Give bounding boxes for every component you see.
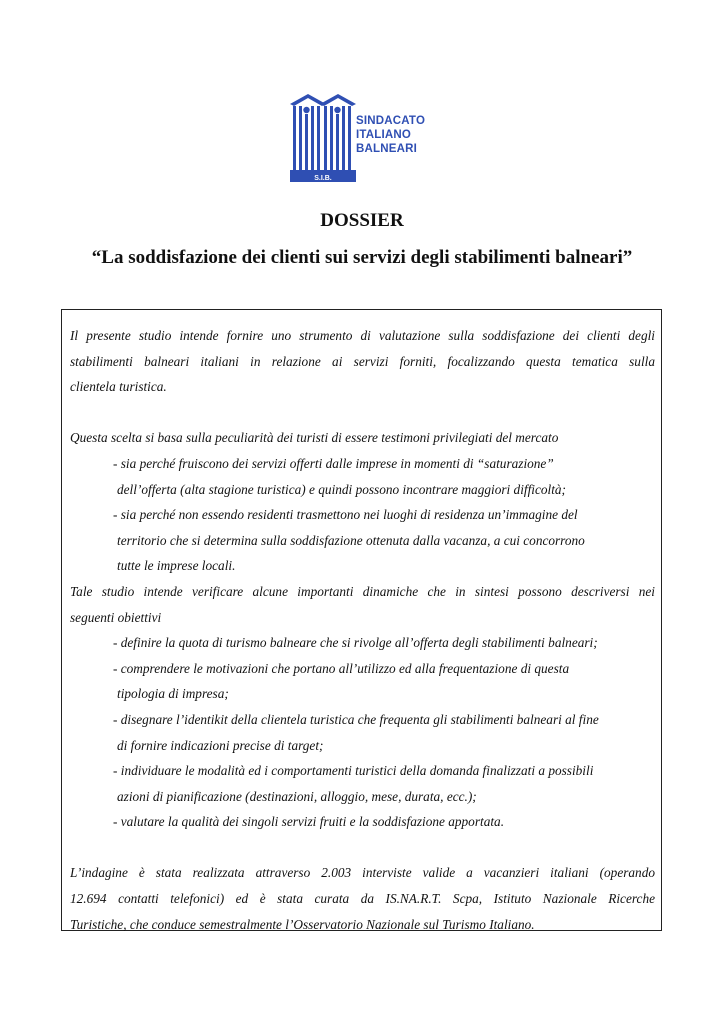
logo-line: ITALIANO <box>356 129 412 141</box>
list-item: tutte le imprese locali. <box>117 558 236 574</box>
list-item: territorio che si determina sulla soddisfazione ottenuta dalla vacanza, a cui concorrono <box>117 532 585 548</box>
text-line: Tale studio intende verificare alcune importanti dinamiche che in sintesi possono descriversi nei <box>70 583 655 599</box>
list-item: dell’offerta (alta stagione turistica) e quindi possono incontrare maggiori difficoltà; <box>117 481 566 497</box>
list-item: azioni di pianificazione (destinazioni, alloggio, mese, durata, ecc.); <box>117 788 477 804</box>
summary-box <box>61 309 662 931</box>
document-subtitle: “La soddisfazione dei clienti sui servizi degli stabilimenti balneari” <box>91 247 633 268</box>
summary-text <box>70 323 655 937</box>
list-item: - definire la quota di turismo balneare che si rivolge all’offerta degli stabilimenti balneari; <box>113 635 598 651</box>
list-item: - individuare le modalità ed i comportamenti turistici della domanda finalizzati a possibili <box>113 763 594 779</box>
text-line: Il presente studio intende fornire uno strumento di valutazione sulla soddisfazione dei clienti degli <box>70 328 655 343</box>
text-line: clientela turistica. <box>70 379 167 395</box>
list-item: di fornire indicazioni precise di target; <box>117 737 324 753</box>
logo-line: BALNEARI <box>356 143 418 155</box>
list-item: tipologia di impresa; <box>117 686 229 702</box>
text-line: Turistiche, che conduce semestralmente l’Osservatorio Nazionale sul Turismo Italiano. <box>70 916 535 932</box>
logo-abbr: S.I.B. <box>314 175 332 182</box>
text-line: 12.694 contatti telefonici) ed è stata curata da IS.NA.R.T. Scpa, Istituto Nazionale Ricerche <box>70 891 655 907</box>
text-line: L’indagine è stata realizzata attraverso 2.003 interviste valide a vacanzieri italiani (operando <box>70 865 655 881</box>
list-item: - sia perché fruiscono dei servizi offerti dalle imprese in momenti di “saturazione” <box>113 455 554 471</box>
document-title: DOSSIER <box>320 210 404 231</box>
list-item: - comprendere le motivazioni che portano all’utilizzo ed alla frequentazione di questa <box>113 660 570 676</box>
sib-logo <box>288 92 458 184</box>
list-item: - sia perché non essendo residenti trasmettono nei luoghi di residenza un’immagine del <box>113 507 578 523</box>
text-line: seguenti obiettivi <box>70 609 162 625</box>
text-line: stabilimenti balneari italiani in relazione ai servizi forniti, focalizzando questa tematica sulla <box>70 353 655 369</box>
logo-line: SINDACATO <box>356 115 426 127</box>
list-item: - disegnare l’identikit della clientela turistica che frequenta gli stabilimenti balneari al fine <box>113 711 599 727</box>
list-item: - valutare la qualità dei singoli servizi fruiti e la soddisfazione apportata. <box>113 814 505 830</box>
beach-cabins-icon <box>288 92 358 184</box>
logo-name <box>356 114 425 156</box>
text-line: Questa scelta si basa sulla peculiarità dei turisti di essere testimoni privilegiati del mercato <box>70 430 559 446</box>
